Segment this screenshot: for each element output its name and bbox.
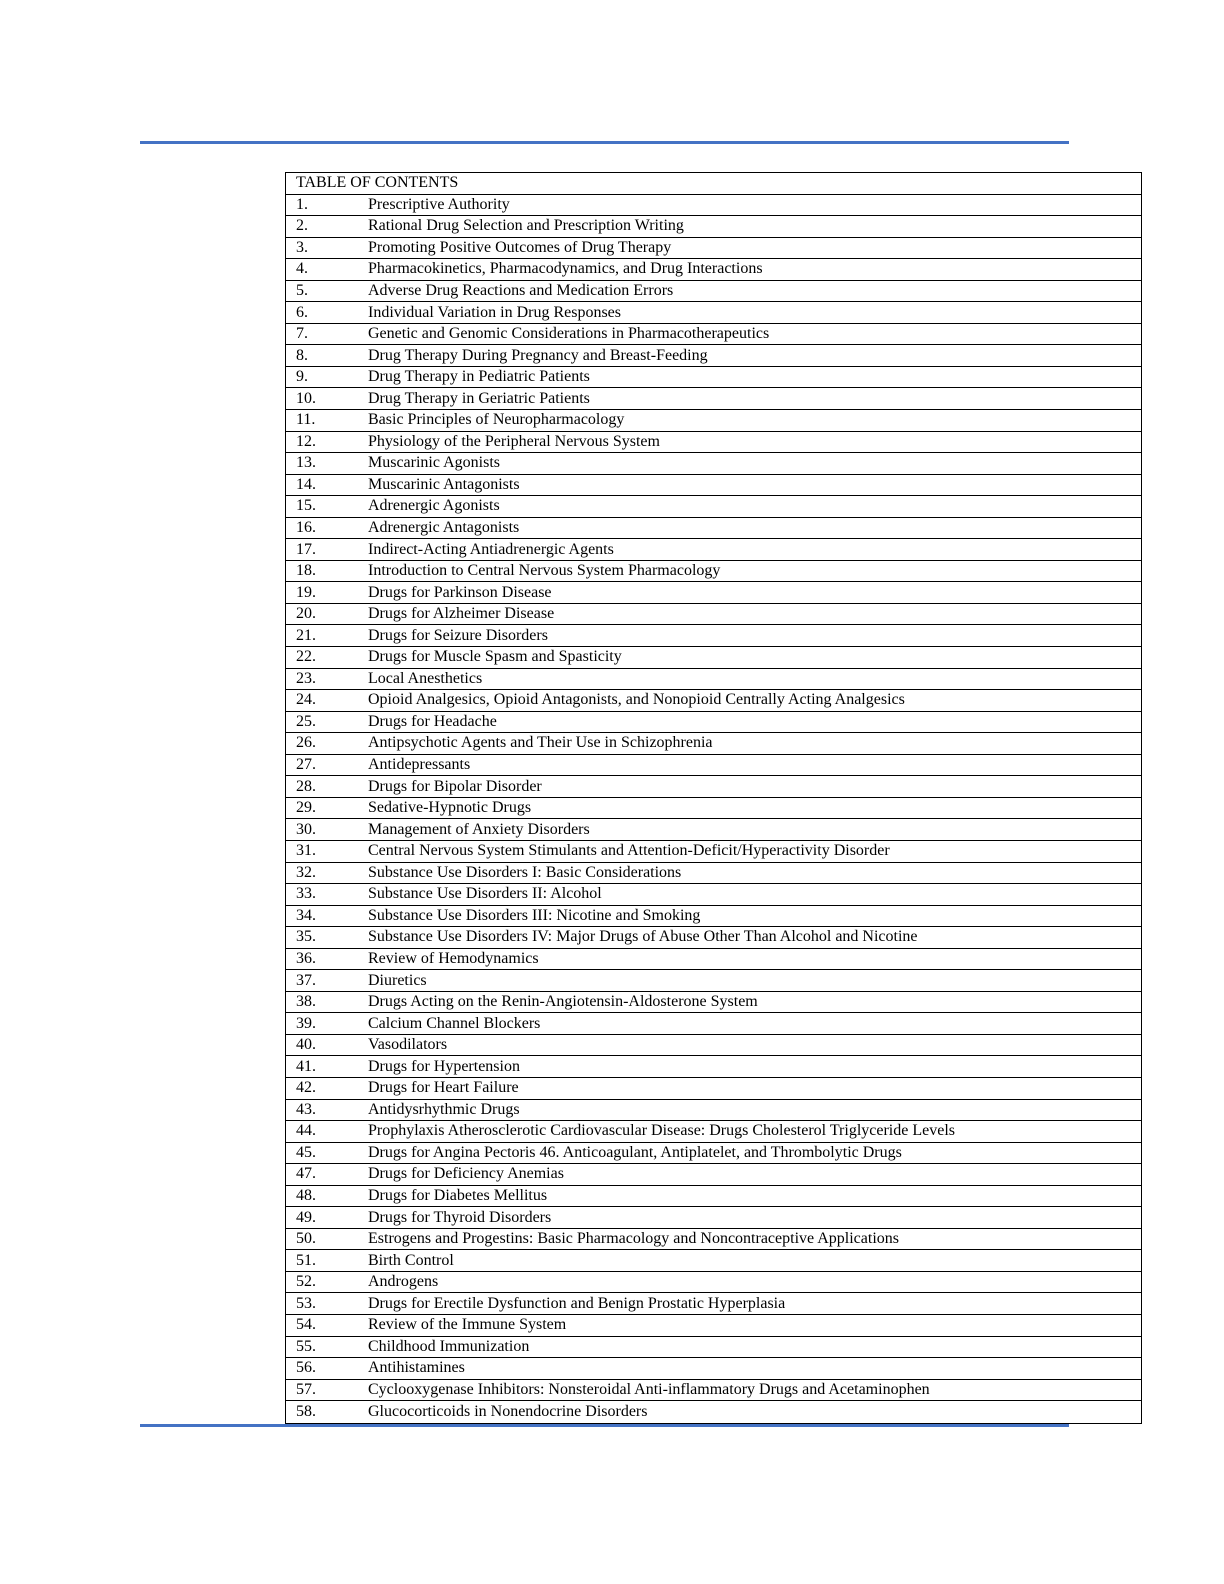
toc-entry-row [286, 324, 1141, 346]
toc-entry-row [286, 216, 1141, 238]
toc-entry-title: Basic Principles of Neuropharmacology [368, 411, 625, 429]
toc-entry-row [286, 906, 1141, 928]
toc-entry-number: 50. [296, 1230, 316, 1248]
toc-entry-row [286, 884, 1141, 906]
toc-entry-number: 39. [296, 1014, 316, 1032]
toc-heading: TABLE OF CONTENTS [296, 174, 459, 192]
toc-entry-title: Review of Hemodynamics [368, 949, 539, 967]
toc-entry-row [286, 496, 1141, 518]
toc-entry-title: Substance Use Disorders III: Nicotine and Smoking [368, 906, 701, 924]
toc-entry-row [286, 1401, 1141, 1423]
toc-entry-row [286, 1013, 1141, 1035]
toc-entry-number: 23. [296, 669, 316, 687]
toc-entry-row [286, 1358, 1141, 1380]
toc-entry-title: Drugs for Thyroid Disorders [368, 1208, 552, 1226]
toc-entry-row [286, 755, 1141, 777]
toc-entry-title: Substance Use Disorders IV: Major Drugs of Abuse Other Than Alcohol and Nicotine [368, 928, 918, 946]
toc-entry-row [286, 992, 1141, 1014]
toc-entry-row [286, 539, 1141, 561]
toc-entry-number: 26. [296, 734, 316, 752]
toc-entry-number: 16. [296, 519, 316, 537]
toc-entry-number: 4. [296, 260, 308, 278]
toc-entry-number: 20. [296, 605, 316, 623]
toc-entry-row [286, 1100, 1141, 1122]
toc-entry-row [286, 1272, 1141, 1294]
toc-entry-row [286, 1293, 1141, 1315]
footer-divider [140, 1424, 1069, 1427]
toc-entry-number: 58. [296, 1402, 316, 1420]
toc-entry-title: Drugs for Alzheimer Disease [368, 605, 555, 623]
toc-entry-number: 3. [296, 238, 308, 256]
toc-entry-title: Opioid Analgesics, Opioid Antagonists, and Nonopioid Centrally Acting Analgesics [368, 691, 905, 709]
toc-entry-title: Substance Use Disorders I: Basic Considerations [368, 863, 682, 881]
toc-entry-number: 14. [296, 475, 316, 493]
toc-entry-number: 25. [296, 712, 316, 730]
toc-entry-number: 5. [296, 282, 308, 299]
toc-entry-title: Individual Variation in Drug Responses [368, 303, 622, 321]
toc-entry-title: Drugs for Hypertension [368, 1057, 520, 1075]
toc-entry-title: Drugs for Parkinson Disease [368, 583, 552, 601]
toc-entry-title: Prophylaxis Atherosclerotic Cardiovascular Disease: Drugs Cholesterol Triglyceride Levels [368, 1122, 955, 1140]
toc-entry-number: 13. [296, 454, 316, 472]
toc-entry-number: 47. [296, 1165, 316, 1183]
toc-entry-title: Sedative-Hypnotic Drugs [368, 799, 532, 817]
toc-entry-title: Local Anesthetics [368, 669, 483, 687]
toc-entry-number: 37. [296, 971, 316, 989]
toc-entry-number: 29. [296, 799, 316, 817]
toc-entry-number: 36. [296, 949, 316, 967]
toc-entry-title: Adrenergic Antagonists [368, 519, 520, 537]
toc-entry-title: Rational Drug Selection and Prescription Writing [368, 217, 684, 235]
toc-entry-title: Drugs for Seizure Disorders [368, 626, 548, 644]
toc-entry-title: Antidepressants [368, 756, 471, 774]
toc-entry-title: Drugs for Erectile Dysfunction and Benign Prostatic Hyperplasia [368, 1294, 786, 1312]
toc-entry-number: 31. [296, 842, 316, 860]
toc-entry-title: Management of Anxiety Disorders [368, 820, 590, 838]
toc-entry-row [286, 604, 1141, 626]
toc-entry-row [286, 819, 1141, 841]
toc-entry-row [286, 367, 1141, 389]
toc-entry-title: Birth Control [368, 1251, 454, 1269]
toc-entry-number: 7. [296, 325, 308, 343]
toc-entry-number: 34. [296, 906, 316, 924]
toc-entry-title: Drug Therapy in Pediatric Patients [368, 368, 590, 386]
toc-entry-title: Drugs for Headache [368, 712, 497, 730]
toc-entry-number: 35. [296, 928, 316, 946]
toc-entry-row [286, 863, 1141, 885]
table-of-contents [285, 172, 1142, 1424]
toc-entry-number: 43. [296, 1100, 316, 1118]
toc-entry-title: Drugs for Muscle Spasm and Spasticity [368, 648, 622, 666]
toc-entry-row [286, 625, 1141, 647]
toc-heading-row [286, 173, 1141, 195]
toc-entry-title: Muscarinic Antagonists [368, 475, 520, 493]
toc-entry-title: Drugs for Deficiency Anemias [368, 1165, 564, 1183]
toc-entry-number: 32. [296, 863, 316, 881]
toc-entry-row [286, 970, 1141, 992]
toc-entry-number: 15. [296, 497, 316, 515]
toc-entry-number: 55. [296, 1337, 316, 1355]
toc-entry-row [286, 669, 1141, 691]
toc-entry-row [286, 345, 1141, 367]
toc-entry-title: Drugs for Angina Pectoris 46. Anticoagulant, Antiplatelet, and Thrombolytic Drugs [368, 1143, 902, 1161]
toc-entry-row [286, 1229, 1141, 1251]
toc-entry-title: Drugs for Heart Failure [368, 1079, 519, 1097]
toc-entry-number: 10. [296, 389, 316, 407]
toc-entry-title: Drugs Acting on the Renin-Angiotensin-Aldosterone System [368, 993, 758, 1011]
toc-entry-number: 51. [296, 1251, 316, 1269]
toc-entry-title: Central Nervous System Stimulants and Attention-Deficit/Hyperactivity Disorder [368, 842, 890, 860]
toc-entry-number: 21. [296, 626, 316, 644]
toc-entry-row [286, 1164, 1141, 1186]
toc-entry-title: Pharmacokinetics, Pharmacodynamics, and Drug Interactions [368, 260, 763, 278]
toc-entry-row [286, 927, 1141, 949]
toc-entry-title: Drug Therapy in Geriatric Patients [368, 389, 590, 407]
toc-entry-row [286, 1035, 1141, 1057]
toc-entry-number: 56. [296, 1359, 316, 1377]
toc-entry-row [286, 518, 1141, 540]
toc-entry-row [286, 238, 1141, 260]
toc-entry-row [286, 1250, 1141, 1272]
toc-entry-number: 19. [296, 583, 316, 601]
header-divider [140, 141, 1069, 144]
toc-entry-number: 9. [296, 368, 308, 386]
toc-entry-number: 11. [296, 411, 316, 429]
toc-entry-row [286, 1056, 1141, 1078]
toc-entry-number: 53. [296, 1294, 316, 1312]
toc-entry-title: Androgens [368, 1273, 439, 1291]
toc-entry-title: Drug Therapy During Pregnancy and Breast-Feeding [368, 346, 708, 364]
toc-entry-number: 1. [296, 195, 308, 213]
toc-entry-title: Vasodilators [368, 1036, 448, 1054]
toc-entry-number: 45. [296, 1143, 316, 1161]
toc-entry-number: 24. [296, 691, 316, 709]
toc-entry-row [286, 453, 1141, 475]
toc-entry-title: Calcium Channel Blockers [368, 1014, 541, 1032]
toc-entry-title: Antidysrhythmic Drugs [368, 1100, 520, 1118]
toc-entry-number: 44. [296, 1122, 316, 1140]
toc-entry-title: Estrogens and Progestins: Basic Pharmacology and Noncontraceptive Applications [368, 1230, 899, 1248]
toc-entry-row [286, 1380, 1141, 1402]
toc-entry-row [286, 302, 1141, 324]
toc-entry-number: 12. [296, 432, 316, 450]
toc-entry-number: 41. [296, 1057, 316, 1075]
toc-entry-number: 52. [296, 1273, 316, 1291]
toc-entry-title: Review of the Immune System [368, 1316, 567, 1334]
toc-entry-title: Drugs for Bipolar Disorder [368, 777, 542, 795]
toc-entry-row [286, 1207, 1141, 1229]
toc-entry-title: Drugs for Diabetes Mellitus [368, 1186, 548, 1204]
toc-entry-title: Cyclooxygenase Inhibitors: Nonsteroidal Anti-inflammatory Drugs and Acetaminophen [368, 1380, 930, 1398]
toc-entry-number: 18. [296, 562, 316, 580]
toc-entry-title: Diuretics [368, 971, 427, 989]
toc-entry-number: 27. [296, 756, 316, 774]
toc-entry-row [286, 1186, 1141, 1208]
toc-entry-row [286, 195, 1141, 217]
toc-entry-title: Antipsychotic Agents and Their Use in Schizophrenia [368, 734, 713, 752]
toc-entry-row [286, 561, 1141, 583]
toc-entry-row [286, 1315, 1141, 1337]
toc-entry-row [286, 1337, 1141, 1359]
toc-entry-number: 57. [296, 1380, 316, 1398]
toc-entry-title: Glucocorticoids in Nonendocrine Disorders [368, 1402, 648, 1420]
toc-entry-number: 49. [296, 1208, 316, 1226]
toc-entry-number: 33. [296, 885, 316, 903]
toc-entry-number: 17. [296, 540, 316, 558]
toc-entry-number: 8. [296, 346, 308, 364]
toc-entry-title: Genetic and Genomic Considerations in Pharmacotherapeutics [368, 325, 770, 343]
toc-entry-row [286, 432, 1141, 454]
toc-entry-title: Antihistamines [368, 1359, 465, 1377]
toc-entry-title: Substance Use Disorders II: Alcohol [368, 885, 602, 903]
toc-entry-row [286, 647, 1141, 669]
toc-entry-row [286, 410, 1141, 432]
toc-entry-title: Adrenergic Agonists [368, 497, 500, 515]
toc-entry-number: 48. [296, 1186, 316, 1204]
toc-entry-number: 22. [296, 648, 316, 666]
toc-entry-row [286, 712, 1141, 734]
toc-entry-title: Promoting Positive Outcomes of Drug Therapy [368, 238, 672, 256]
toc-entry-number: 38. [296, 993, 316, 1011]
toc-entry-number: 2. [296, 217, 308, 235]
toc-entry-row [286, 281, 1141, 303]
toc-entry-row [286, 259, 1141, 281]
toc-entry-number: 40. [296, 1036, 316, 1054]
toc-entry-title: Prescriptive Authority [368, 195, 510, 213]
toc-entry-number: 30. [296, 820, 316, 838]
toc-entry-row [286, 798, 1141, 820]
toc-entry-number: 28. [296, 777, 316, 795]
toc-entry-row [286, 582, 1141, 604]
toc-entry-title: Adverse Drug Reactions and Medication Errors [368, 282, 674, 299]
toc-entry-title: Childhood Immunization [368, 1337, 530, 1355]
toc-entry-title: Indirect-Acting Antiadrenergic Agents [368, 540, 614, 558]
toc-entry-number: 42. [296, 1079, 316, 1097]
toc-entries [286, 195, 1141, 1423]
toc-entry-number: 54. [296, 1316, 316, 1334]
toc-entry-row [286, 1121, 1141, 1143]
toc-entry-title: Physiology of the Peripheral Nervous System [368, 432, 660, 450]
toc-entry-row [286, 388, 1141, 410]
toc-entry-row [286, 776, 1141, 798]
toc-entry-row [286, 1078, 1141, 1100]
toc-entry-row [286, 733, 1141, 755]
toc-entry-row [286, 690, 1141, 712]
toc-entry-row [286, 841, 1141, 863]
toc-entry-title: Muscarinic Agonists [368, 454, 500, 472]
toc-entry-number: 6. [296, 303, 308, 321]
toc-entry-title: Introduction to Central Nervous System Pharmacology [368, 562, 721, 580]
toc-entry-row [286, 475, 1141, 497]
toc-entry-row [286, 1143, 1141, 1165]
toc-entry-row [286, 949, 1141, 971]
